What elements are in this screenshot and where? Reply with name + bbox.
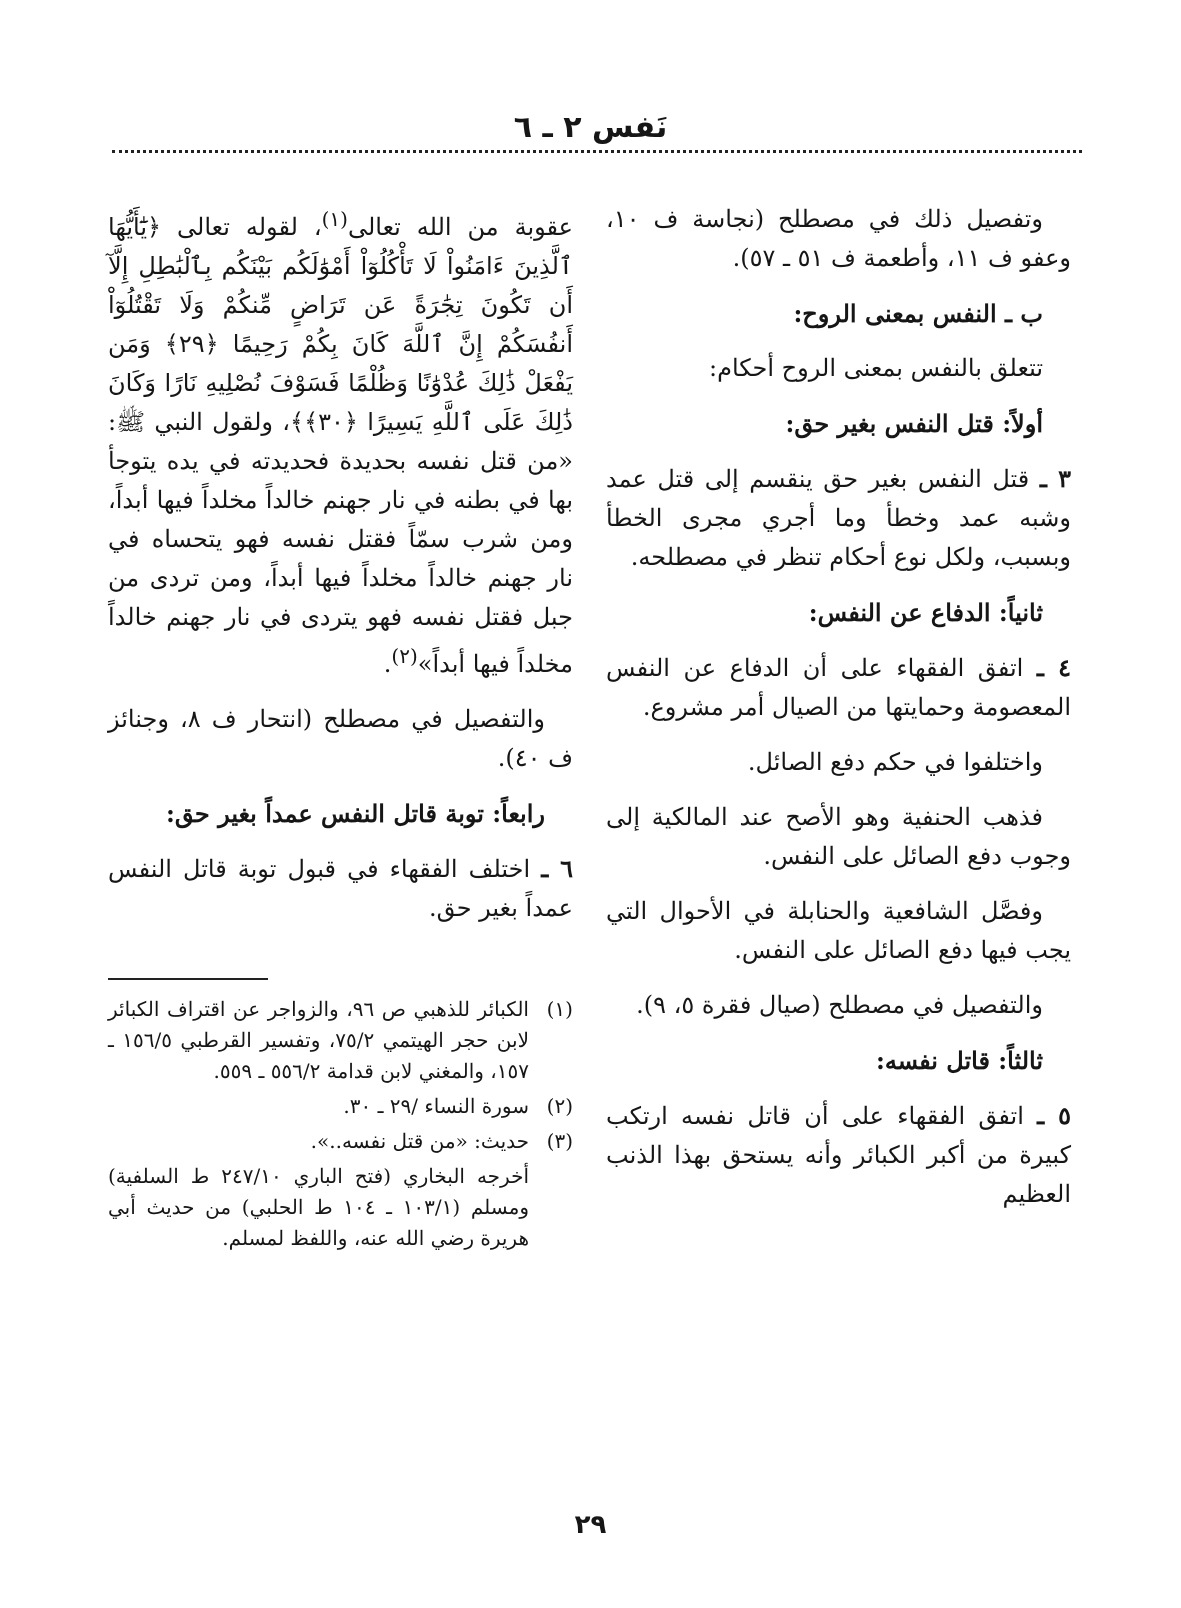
left-column xyxy=(108,200,573,1254)
footnote-2 xyxy=(108,1091,573,1122)
footnote-text-3: حديث: «من قتل نفسه..». xyxy=(310,1129,529,1153)
paragraph-5-text: اتفق الفقهاء على أن قاتل نفسه ارتكب كبيرة من أكبر الكبائر وأنه يستحق بهذا الذنب العظيم xyxy=(606,1102,1071,1208)
paragraph-intihar-reference: والتفصيل في مصطلح (انتحار ف ٨، وجنائز ف ٤٠). xyxy=(108,705,573,772)
paragraph-soul-rulings: تتعلق بالنفس بمعنى الروح أحكام: xyxy=(709,354,1043,382)
paragraph-3-text: قتل النفس بغير حق ينقسم إلى قتل عمد وشبه عمد وخطأ وما أجري مجرى الخطأ وبسبب، ولكل نوع أحكام تنظر في مصطلحه. xyxy=(606,465,1071,571)
page-number: ٢٩ xyxy=(574,1510,607,1540)
heading-self-defense: ثانياً: الدفاع عن النفس: xyxy=(808,598,1043,627)
paragraph-3 xyxy=(606,459,1071,577)
heading-self-killer: ثالثاً: قاتل نفسه: xyxy=(875,1046,1043,1075)
paragraph-punishment xyxy=(108,200,573,684)
paragraph-number-3: ٣ ـ xyxy=(1039,464,1071,493)
heading-repentance: رابعاً: توبة قاتل النفس عمداً بغير حق: xyxy=(166,799,545,828)
heading-unjust-killing: أولاً: قتل النفس بغير حق: xyxy=(785,409,1043,438)
paragraph-siyal-reference: والتفصيل في مصطلح (صيال فقرة ٥، ٩). xyxy=(636,991,1043,1019)
hadith-text: ، ولقول النبي ﷺ: «من قتل نفسه بحديدة فحديدته في يده يتوجأ بها في بطنه في نار جهنم خالداً مخلداً فيها أبداً، ومن شرب سمّاً فقتل نفسه فهو يتحساه في نار جهنم خالداً مخلداً فيها أبداً، ومن تردى من جبل فقتل نفسه فهو يتردى في نار جهنم خالداً مخلداً فيها أبداً» xyxy=(108,408,573,678)
paragraph-number-4: ٤ ـ xyxy=(1036,653,1071,682)
punishment-text-end: . xyxy=(383,650,392,678)
paragraph-shafii-view: وفصَّل الشافعية والحنابلة في الأحوال التي يجب فيها دفع الصائل على النفس. xyxy=(606,897,1071,964)
quran-verse: ﴿يَٰٓأَيُّهَا ٱلَّذِينَ ءَامَنُواْ لَا تَأْكُلُوٓاْ أَمْوَٰلَكُم بَيْنَكُم بِٱلْبَٰطِلِ إِلَّآ أَن تَكُونَ تِجَٰرَةً عَن تَرَاضٍ مِّنكُمْ وَلَا تَقْتُلُوٓاْ أَنفُسَكُمْ إِنَّ ٱللَّهَ كَانَ بِكُمْ رَحِيمًا ﴿٢٩﴾ وَمَن يَفْعَلْ ذَٰلِكَ عُدْوَٰنًا وَظُلْمًا فَسَوْفَ نُصْلِيهِ نَارًا وَكَانَ ذَٰلِكَ عَلَى ٱللَّهِ يَسِيرًا ﴿٣٠﴾﴾ xyxy=(108,213,573,436)
footnote-text-2: سورة النساء /٢٩ ـ ٣٠. xyxy=(343,1094,529,1118)
paragraph-4 xyxy=(606,648,1071,727)
header-dotted-divider xyxy=(112,150,1082,153)
footnote-text-1: الكبائر للذهبي ص ٩٦، والزواجر عن اقتراف الكبائر لابن حجر الهيتمي ٧٥/٢، وتفسير القرطبي ١٥٦/٥ ـ ١٥٧، والمغني لابن قدامة ٥٥٦/٢ ـ ٥٥٩. xyxy=(108,997,530,1083)
footnote-ref-2: (٢) xyxy=(391,644,418,668)
paragraph-6 xyxy=(108,849,573,928)
paragraph-5 xyxy=(606,1096,1071,1214)
punishment-text-start: عقوبة من الله تعالى xyxy=(347,213,573,241)
footnote-3 xyxy=(108,1126,573,1157)
footnote-3-continuation: أخرجه البخاري (فتح الباري ٢٤٧/١٠ ط السلفية) ومسلم (١٠٣/١ ـ ١٠٤ ط الحلبي) من حديث أبي هريرة رضي الله عنه، واللفظ لمسلم. xyxy=(108,1164,529,1250)
paragraph-disagreement: واختلفوا في حكم دفع الصائل. xyxy=(747,748,1043,776)
heading-soul-meaning: ب ـ النفس بمعنى الروح: xyxy=(793,299,1043,328)
paragraph-hanafi-view: فذهب الحنفية وهو الأصح عند المالكية إلى وجوب دفع الصائل على النفس. xyxy=(606,803,1071,870)
paragraph-najasa-reference: وتفصيل ذلك في مصطلح (نجاسة ف ١٠، وعفو ف ١١، وأطعمة ف ٥١ ـ ٥٧). xyxy=(606,205,1071,272)
punishment-text-quote-intro: ، لقوله تعالى xyxy=(177,213,322,241)
paragraph-number-6: ٦ ـ xyxy=(541,854,573,883)
paragraph-4-text: اتفق الفقهاء على أن الدفاع عن النفس المعصومة وحمايتها من الصيال أمر مشروع. xyxy=(606,654,1071,721)
footnote-mark-3: (٣) xyxy=(546,1129,573,1153)
paragraph-6-text: اختلف الفقهاء في قبول توبة قاتل النفس عمداً بغير حق. xyxy=(108,855,573,922)
footnote-mark-1: (١) xyxy=(546,997,573,1021)
footnote-mark-2: (٢) xyxy=(546,1094,573,1118)
footnote-separator xyxy=(108,978,268,980)
footnote-1 xyxy=(108,994,573,1087)
page-header-title: نَفس ٢ ـ ٦ xyxy=(513,110,668,145)
footnote-ref-1: (١) xyxy=(321,207,348,231)
right-column xyxy=(606,200,1071,1230)
paragraph-number-5: ٥ ـ xyxy=(1037,1101,1071,1130)
